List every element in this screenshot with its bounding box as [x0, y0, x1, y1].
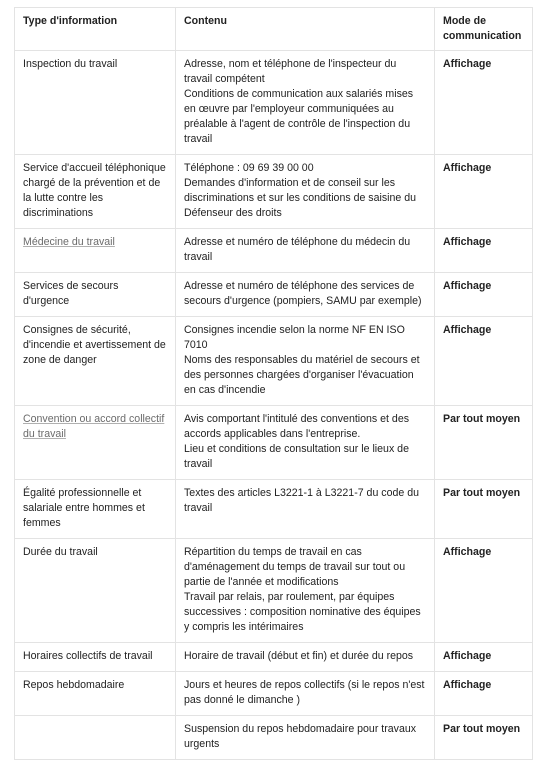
cell-type [15, 317, 176, 406]
header-row [15, 8, 533, 51]
cell-content [176, 716, 435, 760]
content-line: Jours et heures de repos collectifs (si le repos n'est pas donné le dimanche ) [184, 679, 425, 706]
cell-mode: Par tout moyen [435, 480, 533, 539]
cell-type [15, 716, 176, 760]
content-line: Demandes d'information et de conseil sur les discriminations et sur les conditions de saisine du Défenseur des droits [184, 177, 417, 219]
table-row [15, 317, 533, 406]
type-link[interactable]: Convention ou accord collectif du travail [23, 413, 165, 440]
cell-content [176, 672, 435, 716]
cell-type [15, 406, 176, 480]
cell-content [176, 406, 435, 480]
table-row [15, 155, 533, 229]
type-label: Services de secours d'urgence [23, 280, 119, 307]
cell-content [176, 51, 435, 155]
cell-content [176, 480, 435, 539]
cell-mode: Affichage [435, 229, 533, 273]
type-label: Inspection du travail [23, 58, 118, 70]
cell-mode: Par tout moyen [435, 716, 533, 760]
cell-mode: Affichage [435, 539, 533, 643]
information-table [14, 7, 533, 760]
cell-mode: Affichage [435, 672, 533, 716]
type-label: Repos hebdomadaire [23, 679, 125, 691]
cell-mode: Affichage [435, 155, 533, 229]
type-label: Égalité professionnelle et salariale entre hommes et femmes [23, 487, 145, 529]
content-line: Lieu et conditions de consultation sur le lieux de travail [184, 443, 409, 470]
type-label: Consignes de sécurité, d'incendie et avertissement de zone de danger [23, 324, 166, 366]
cell-content [176, 229, 435, 273]
table-row [15, 51, 533, 155]
cell-type [15, 229, 176, 273]
header-type: Type d'information [15, 8, 176, 51]
content-line: Téléphone : 09 69 39 00 00 [184, 162, 314, 174]
table-row [15, 716, 533, 760]
content-line: Adresse et numéro de téléphone du médecin du travail [184, 236, 411, 263]
type-label: Durée du travail [23, 546, 98, 558]
cell-content [176, 273, 435, 317]
content-line: Conditions de communication aux salariés mises en œuvre par l'employeur communiquées au préalable à l'agent de contrôle de l'inspection du travail [184, 88, 414, 145]
content-line: Horaire de travail (début et fin) et durée du repos [184, 650, 414, 662]
cell-type [15, 643, 176, 672]
cell-type [15, 539, 176, 643]
table-row [15, 643, 533, 672]
header-mode-line-2: communication [443, 30, 522, 42]
content-line: Textes des articles L3221-1 à L3221-7 du code du travail [184, 487, 419, 514]
content-line: Adresse, nom et téléphone de l'inspecteur du travail compétent [184, 58, 397, 85]
table-row [15, 229, 533, 273]
cell-mode: Affichage [435, 643, 533, 672]
cell-content [176, 539, 435, 643]
content-line: Noms des responsables du matériel de secours et des personnes chargées d'organiser l'évacuation en cas d'incendie [184, 354, 420, 396]
content-line: Répartition du temps de travail en cas d'aménagement du temps de travail sur tout ou partie de l'année et modifications [184, 546, 406, 588]
table-row [15, 539, 533, 643]
type-label: Service d'accueil téléphonique chargé de la prévention et de la lutte contre les discriminations [23, 162, 166, 219]
table-row [15, 273, 533, 317]
type-label: Horaires collectifs de travail [23, 650, 153, 662]
cell-type [15, 480, 176, 539]
cell-content [176, 643, 435, 672]
table-row [15, 406, 533, 480]
content-line: Adresse et numéro de téléphone des services de secours d'urgence (pompiers, SAMU par exemple) [184, 280, 422, 307]
header-mode-line-1: Mode de [443, 15, 486, 27]
table-row [15, 480, 533, 539]
header-content: Contenu [176, 8, 435, 51]
cell-content [176, 155, 435, 229]
cell-content [176, 317, 435, 406]
cell-mode: Affichage [435, 317, 533, 406]
cell-type [15, 273, 176, 317]
content-line: Travail par relais, par roulement, par équipes successives : composition nominative des équipes y compris les intérimaires [184, 591, 421, 633]
content-line: Avis comportant l'intitulé des conventions et des accords applicables dans l'entreprise. [184, 413, 410, 440]
header-mode [435, 8, 533, 51]
cell-mode: Par tout moyen [435, 406, 533, 480]
content-line: Consignes incendie selon la norme NF EN ISO 7010 [184, 324, 405, 351]
table-header [15, 8, 533, 51]
cell-mode: Affichage [435, 51, 533, 155]
cell-mode: Affichage [435, 273, 533, 317]
cell-type [15, 51, 176, 155]
table-row [15, 672, 533, 716]
content-line: Suspension du repos hebdomadaire pour travaux urgents [184, 723, 417, 750]
type-link[interactable]: Médecine du travail [23, 236, 115, 248]
cell-type [15, 672, 176, 716]
table-body [15, 51, 533, 760]
cell-type [15, 155, 176, 229]
